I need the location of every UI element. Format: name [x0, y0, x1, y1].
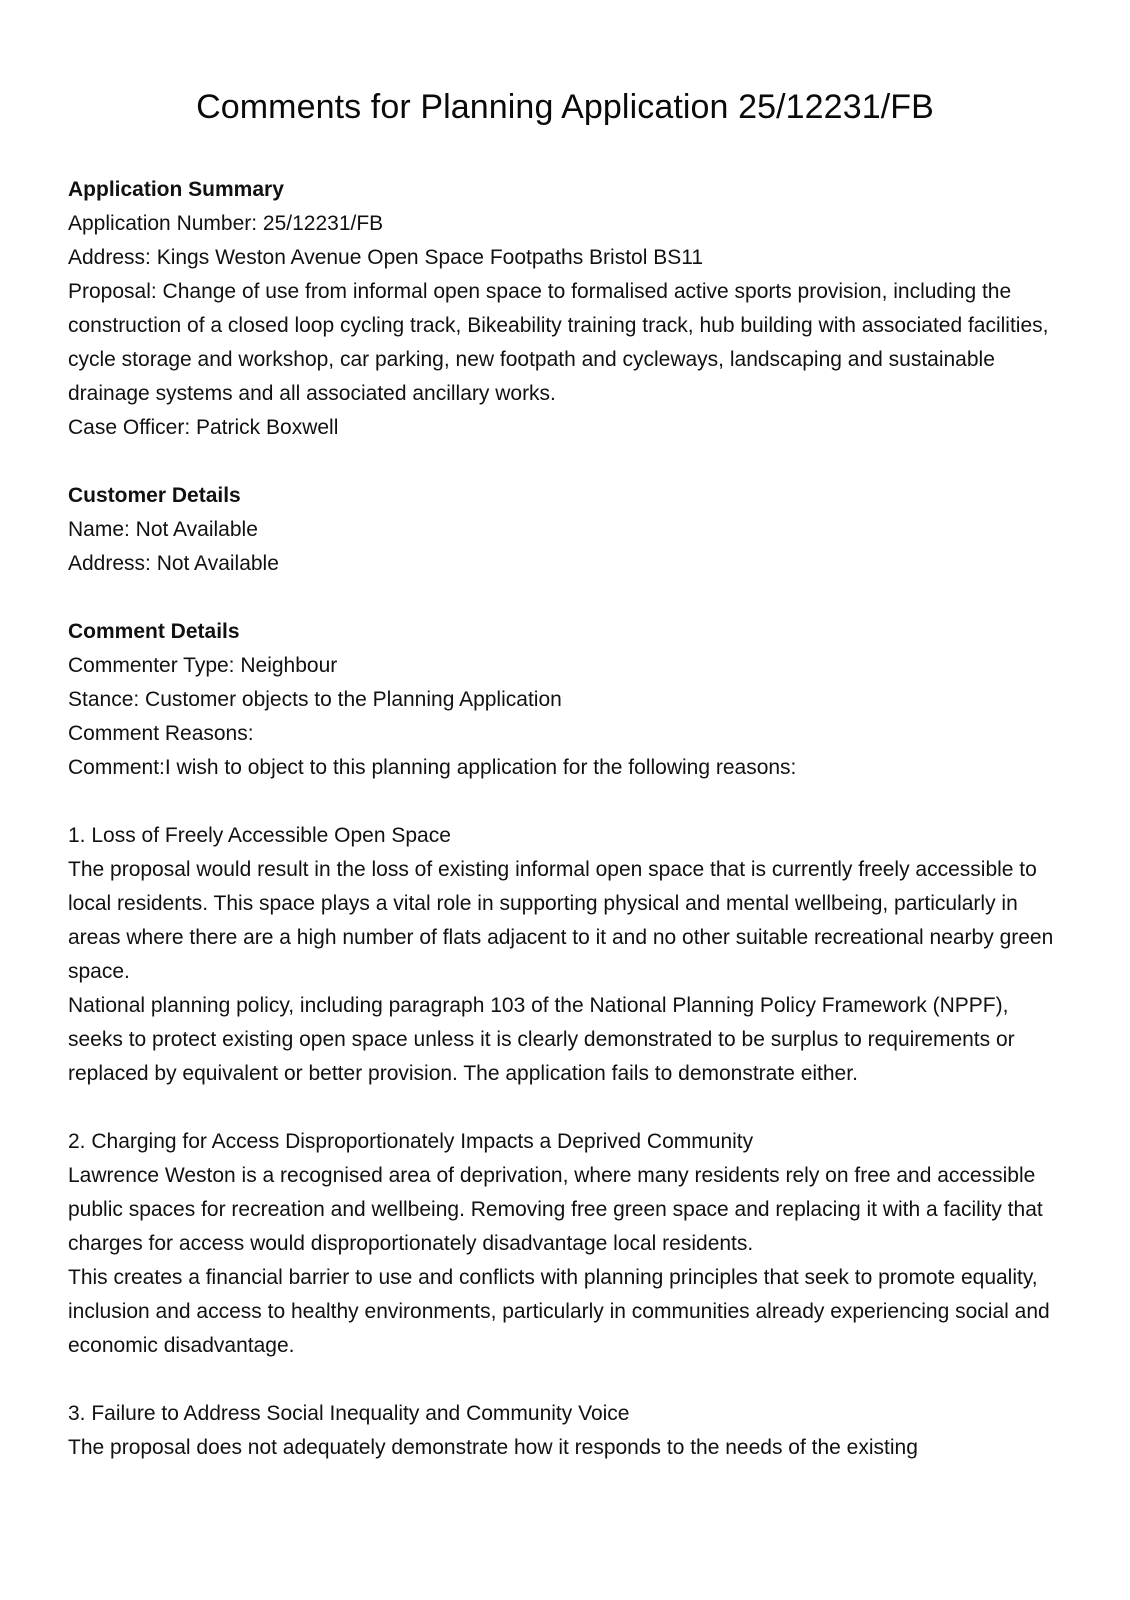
case-officer: Case Officer: Patrick Boxwell — [68, 416, 339, 439]
page-title: Comments for Planning Application 25/12231/FB — [196, 88, 934, 126]
application-summary-heading: Application Summary — [68, 178, 284, 201]
application-summary-section — [68, 173, 1062, 445]
customer-name: Name: Not Available — [68, 518, 258, 541]
objection-point-paragraph: The proposal would result in the loss of existing informal open space that is currently freely accessible to local residents. This space plays a vital role in supporting physical and mental wellbeing, particularly in areas where there are a high number of flats adjacent to it and no other suitable recreational nearby green space. — [68, 858, 1060, 983]
comment-intro: Comment:I wish to object to this planning application for the following reasons: — [68, 756, 797, 779]
customer-details-section — [68, 479, 1062, 581]
application-number: Application Number: 25/12231/FB — [68, 212, 384, 235]
objection-point-paragraph: The proposal does not adequately demonstrate how it responds to the needs of the existing — [68, 1436, 918, 1459]
objection-point-paragraph: This creates a financial barrier to use and conflicts with planning principles that seek to promote equality, inclusion and access to healthy environments, particularly in communities already experiencing social and economic disadvantage. — [68, 1266, 1056, 1357]
objection-point-paragraph: National planning policy, including paragraph 103 of the National Planning Policy Framework (NPPF), seeks to protect existing open space unless it is clearly demonstrated to be surplus to requirements or replaced by equivalent or better provision. The application fails to demonstrate either. — [68, 994, 1021, 1085]
comment-reasons: Comment Reasons: — [68, 722, 254, 745]
objection-point-1 — [68, 819, 1062, 1091]
application-proposal: Proposal: Change of use from informal open space to formalised active sports provision, including the construction of a closed loop cycling track, Bikeability training track, hub building with associated facilities, cycle storage and workshop, car parking, new footpath and cycleways, landscaping and sustainable drainage systems and all associated ancillary works. — [68, 280, 1055, 405]
objection-point-paragraph: Lawrence Weston is a recognised area of deprivation, where many residents rely on free and accessible public spaces for recreation and wellbeing. Removing free green space and replacing it with a facility that charges for access would disproportionately disadvantage local residents. — [68, 1164, 1049, 1255]
application-address: Address: Kings Weston Avenue Open Space Footpaths Bristol BS11 — [68, 246, 704, 269]
objection-point-3 — [68, 1397, 1062, 1465]
comment-details-section — [68, 615, 1062, 1465]
objection-point-title: 3. Failure to Address Social Inequality and Community Voice — [68, 1402, 630, 1425]
objection-point-title: 1. Loss of Freely Accessible Open Space — [68, 824, 451, 847]
objection-point-title: 2. Charging for Access Disproportionately Impacts a Deprived Community — [68, 1130, 754, 1153]
commenter-type: Commenter Type: Neighbour — [68, 654, 338, 677]
customer-details-heading: Customer Details — [68, 484, 241, 507]
customer-address: Address: Not Available — [68, 552, 279, 575]
objection-point-2 — [68, 1125, 1062, 1363]
comment-details-heading: Comment Details — [68, 620, 240, 643]
comment-stance: Stance: Customer objects to the Planning Application — [68, 688, 562, 711]
